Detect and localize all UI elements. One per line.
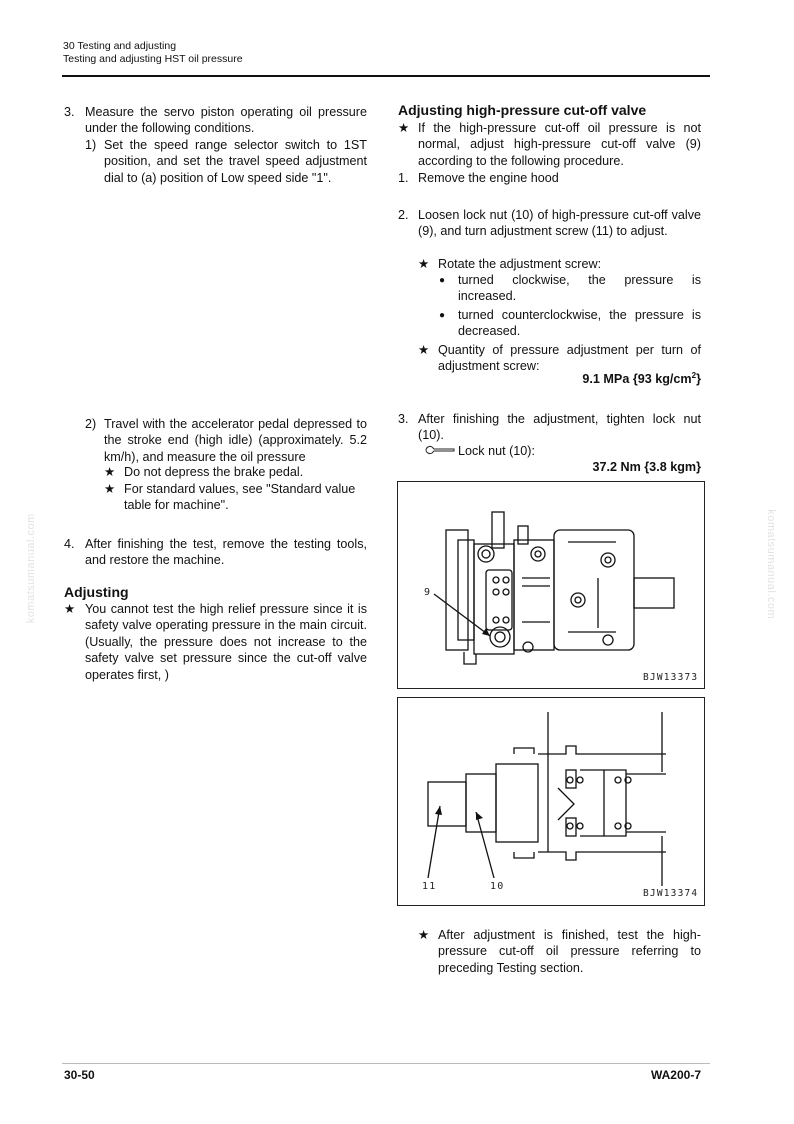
step3-text: Measure the servo piston operating oil pressure under the following conditions. (85, 105, 367, 136)
header-divider (62, 75, 710, 77)
star-icon: ★ (418, 343, 430, 357)
figure-valve-section (397, 697, 705, 906)
pressure-value: 9.1 MPa {93 $kg/cm^2$} (582, 370, 701, 386)
sub2-text: Travel with the accelerator pedal depressed to the stroke end (high idle) (approximately. 5.2 km/h), and measure the oil pressure (104, 417, 367, 464)
sub2-note-2: For standard values, see "Standard value table for machine". (124, 482, 356, 513)
page-header (63, 40, 243, 66)
r-step3-text: After finishing the adjustment, tighten lock nut (10). (418, 412, 701, 443)
figure-pump (397, 481, 705, 689)
model-name: WA200-7 (650, 1068, 701, 1082)
sub1-number: 1) (85, 138, 97, 152)
star-icon: ★ (398, 121, 410, 135)
step4-text: After finishing the test, remove the testing tools, and restore the machine. (85, 537, 367, 568)
star-icon: ★ (418, 257, 430, 271)
r-step2-bullet-2: turned counterclockwise, the pressure is decreased. (458, 308, 701, 339)
r-step2-rotate: Rotate the adjustment screw: (438, 257, 602, 271)
r-step2-bullet-1: turned clockwise, the pressure is increased. (458, 273, 701, 304)
star-icon: ★ (104, 482, 116, 496)
valve-section-drawing (398, 698, 704, 905)
torque-value: 37.2 Nm {3.8 kgm} (592, 460, 701, 474)
bullet-icon: ● (439, 275, 446, 286)
r-step3-number: 3. (398, 412, 409, 426)
figure-1-id: BJW13373 (643, 672, 699, 683)
callout-11: 11 (422, 881, 437, 892)
sub2-number: 2) (85, 417, 97, 431)
watermark-left: komatsumanual.com (24, 513, 37, 624)
r-step2-text: Loosen lock nut (10) of high-pressure cut-off valve (9), and turn adjustment screw (11) to adjust. (418, 208, 701, 239)
adjusting-heading: Adjusting (64, 584, 129, 600)
star-icon: ★ (104, 465, 116, 479)
bullet-icon: ● (439, 310, 446, 321)
header-section: 30 Testing and adjusting (63, 40, 177, 52)
star-icon: ★ (418, 928, 430, 942)
pump-drawing (398, 482, 704, 688)
callout-9: 9 (424, 587, 432, 598)
wrench-icon (424, 443, 456, 461)
star-icon: ★ (64, 602, 76, 616)
header-title: Testing and adjusting HST oil pressure (63, 53, 243, 65)
r-step2-quantity: Quantity of pressure adjustment per turn of adjustment screw: (438, 343, 701, 374)
sub2-note-1: Do not depress the brake pedal. (124, 465, 304, 479)
r-step1-text: Remove the engine hood (418, 171, 559, 185)
r-step2-number: 2. (398, 208, 409, 222)
watermark-right: komatsumanual.com (765, 509, 778, 620)
callout-10: 10 (490, 881, 505, 892)
adjusting-note: You cannot test the high relief pressure since it is safety valve operating pressure in the main circuit. (Usually, the pressure does not increase to the safety valve set pressure since the cut-off valve operates first, ) (85, 602, 367, 682)
r-step1-number: 1. (398, 171, 409, 185)
footer-divider (62, 1063, 710, 1064)
step4-number: 4. (64, 537, 75, 551)
step3-number: 3. (64, 105, 75, 119)
right-heading: Adjusting high-pressure cut-off valve (398, 102, 647, 118)
page-number: 30-50 (64, 1068, 95, 1082)
sub1-text: Set the speed range selector switch to 1ST position, and set the travel speed adjustment dial to (a) position of Low speed side "1". (104, 138, 367, 185)
figure-2-id: BJW13374 (643, 888, 699, 899)
after-adjustment-note: After adjustment is finished, test the high-pressure cut-off oil pressure referring to preceding Testing section. (438, 928, 701, 975)
right-intro: If the high-pressure cut-off oil pressure is not normal, adjust high-pressure cut-off valve (9) according to the following procedure. (418, 121, 701, 168)
torque-label: Lock nut (10): (458, 444, 536, 458)
